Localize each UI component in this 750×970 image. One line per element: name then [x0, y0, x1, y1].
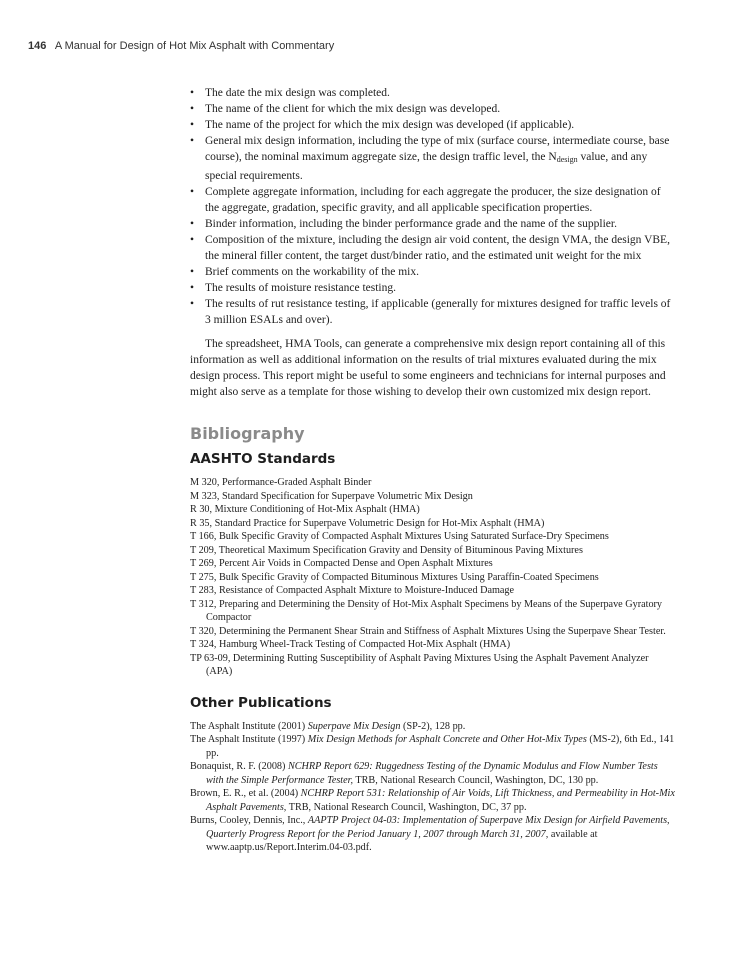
reference-item: R 30, Mixture Conditioning of Hot-Mix Asphalt (HMA) — [190, 504, 420, 515]
reference-item: M 323, Standard Specification for Superpave Volumetric Mix Design — [190, 490, 473, 502]
report-contents-list — [190, 85, 677, 328]
book-title: A Manual for Design of Hot Mix Asphalt with Commentary — [54, 40, 335, 52]
list-item: • The results of moisture resistance testing. — [190, 282, 396, 294]
bullet-icon: • — [190, 103, 195, 115]
bullet-icon: • — [190, 186, 195, 198]
aashto-reference-list — [190, 476, 677, 679]
reference-item: R 35, Standard Practice for Superpave Volumetric Design for Hot-Mix Asphalt (HMA) — [190, 517, 545, 529]
reference-item: Bonaquist, R. F. (2008) NCHRP Report 629: Ruggedness Testing of the Dynamic Modulus and Flow Number Tests with the Simple Performance Tester, TRB, National Research Council, Washington, DC, 130 pp. — [190, 761, 658, 786]
bullet-icon: • — [190, 218, 195, 230]
list-item: • The name of the project for which the mix design was developed (if applicable). — [190, 119, 575, 131]
page-number: 146 — [28, 40, 47, 52]
list-item: • The date the mix design was completed. — [190, 87, 390, 99]
bullet-icon: • — [190, 119, 195, 131]
hma-tools-paragraph: The spreadsheet, HMA Tools, can generate a comprehensive mix design report containing all of this information as well as additional information on the results of trial mixtures evaluated during the mix design process. This report might be useful to some engineers and technicians for internal purposes and might also serve as a template for those wishing to develop their own customized mix design report. — [190, 338, 666, 398]
reference-item: The Asphalt Institute (2001) Superpave Mix Design (SP-2), 128 pp. — [190, 720, 466, 732]
list-item: • Brief comments on the workability of the mix. — [190, 266, 419, 278]
page-content — [190, 85, 677, 855]
other-publications-heading: Other Publications — [190, 694, 332, 711]
bullet-icon: • — [190, 298, 195, 310]
reference-item: T 320, Determining the Permanent Shear Strain and Stiffness of Asphalt Mixtures Using the Superpave Shear Tester. — [190, 625, 666, 637]
reference-item: TP 63-09, Determining Rutting Susceptibility of Asphalt Paving Mixtures Using the Asphalt Pavement Analyzer (APA) — [190, 652, 649, 677]
bibliography-heading: Bibliography — [190, 424, 305, 443]
list-item: • Complete aggregate information, including for each aggregate the producer, the size designation of the aggregate, gradation, specific gravity, and all applicable specification properties. — [190, 186, 661, 214]
reference-item: The Asphalt Institute (1997) Mix Design Methods for Asphalt Concrete and Other Hot-Mix Types (MS-2), 6th Ed., 141 pp. — [190, 734, 675, 759]
reference-item: T 269, Percent Air Voids in Compacted Dense and Open Asphalt Mixtures — [190, 558, 493, 569]
reference-item: M 320, Performance-Graded Asphalt Binder — [190, 477, 372, 488]
reference-item: Brown, E. R., et al. (2004) NCHRP Report 531: Relationship of Air Voids, Lift Thickness, and Permeability in Hot-Mix Asphalt Pavements, TRB, National Research Council, Washington, DC, 37 pp. — [190, 788, 675, 813]
bullet-icon: • — [190, 87, 195, 99]
list-item: • General mix design information, including the type of mix (surface course, intermediate course, base course), the nominal maximum aggregate size, the design traffic level, the $N_{design}$ value, and any special requirements. — [190, 135, 670, 182]
reference-item: Burns, Cooley, Dennis, Inc., AAPTP Project 04-03: Implementation of Superpave Mix Design for Airfield Pavements, Quarterly Progress Report for the Period January 1, 2007 through March 31, 2007, available at www.aaptp.us/Report.Interim.04-03.pdf. — [190, 815, 670, 853]
reference-item: T 275, Bulk Specific Gravity of Compacted Bituminous Mixtures Using Paraffin-Coated Specimens — [190, 571, 599, 583]
bullet-icon: • — [190, 282, 195, 294]
bullet-icon: • — [190, 266, 195, 278]
bullet-icon: • — [190, 135, 195, 147]
reference-item: T 209, Theoretical Maximum Specification Gravity and Density of Bituminous Paving Mixtures — [190, 544, 583, 556]
reference-item: T 312, Preparing and Determining the Density of Hot-Mix Asphalt Specimens by Means of the Superpave Gyratory Compactor — [190, 598, 663, 623]
reference-item: T 324, Hamburg Wheel-Track Testing of Compacted Hot-Mix Asphalt (HMA) — [190, 639, 511, 650]
list-item: • Composition of the mixture, including the design air void content, the design VMA, the design VBE, the mineral filler content, the target dust/binder ratio, and the estimated unit weight for the mix — [190, 234, 670, 262]
reference-item: T 283, Resistance of Compacted Asphalt Mixture to Moisture-Induced Damage — [190, 585, 515, 596]
aashto-standards-heading: AASHTO Standards — [190, 451, 336, 467]
other-publications-list — [190, 720, 677, 855]
list-item: • The results of rut resistance testing, if applicable (generally for mixtures designed for traffic levels of 3 million ESALs and over). — [190, 298, 671, 326]
list-item: • Binder information, including the binder performance grade and the name of the supplier. — [190, 218, 617, 230]
list-item: • The name of the client for which the mix design was developed. — [190, 103, 501, 115]
bullet-icon: • — [190, 234, 195, 246]
running-header — [28, 40, 334, 52]
reference-item: T 166, Bulk Specific Gravity of Compacted Asphalt Mixtures Using Saturated Surface-Dry Specimens — [190, 531, 609, 542]
